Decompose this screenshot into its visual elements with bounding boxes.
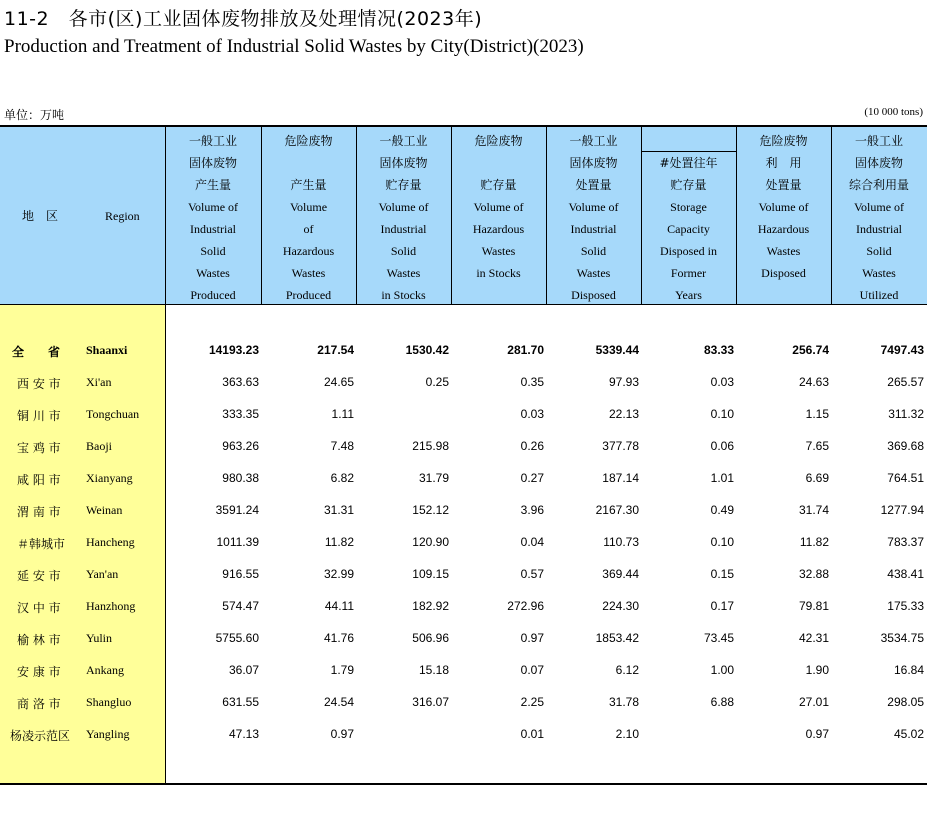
column-header-2-line: of — [303, 222, 314, 236]
table-cell: 217.54 — [317, 343, 354, 357]
table-cell: 0.10 — [710, 535, 734, 549]
region-column-border — [165, 305, 166, 783]
table-cell: 187.14 — [602, 471, 639, 485]
table-cell: 3.96 — [520, 503, 544, 517]
row-region-en: Hancheng — [86, 535, 135, 549]
table-cell: 764.51 — [887, 471, 924, 485]
column-header-2 — [261, 127, 356, 304]
column-header-8-line: Solid — [866, 244, 892, 258]
table-cell: 79.81 — [798, 599, 829, 613]
row-region-en: Hanzhong — [86, 599, 136, 613]
table-cell: 0.25 — [425, 375, 449, 389]
column-header-4-line — [451, 285, 546, 305]
table-cell: 311.32 — [888, 407, 924, 421]
table-cell: 3591.24 — [215, 503, 259, 517]
table-cell: 0.10 — [710, 407, 734, 421]
table-cell: 11.82 — [799, 535, 829, 549]
table-cell: 631.55 — [222, 695, 259, 709]
column-separator — [451, 127, 452, 304]
column-header-1-line: Industrial — [190, 222, 236, 236]
column-header-8 — [831, 127, 927, 304]
row-region-cn: 西 安 市 — [17, 377, 61, 391]
table-cell: 0.49 — [710, 503, 734, 517]
table-cell: 0.97 — [805, 727, 829, 741]
unit-label-en: (10 000 tons) — [864, 106, 923, 118]
column-header-6-line: #处置往年 — [659, 156, 718, 170]
row-region-cn: 安 康 市 — [17, 665, 61, 679]
table-cell: 97.93 — [608, 375, 639, 389]
row-region-cn: 延 安 市 — [17, 569, 61, 583]
row-region-cn: 汉 中 市 — [17, 601, 61, 615]
column-header-1-line: Produced — [190, 288, 236, 302]
table-bottom-rule — [0, 783, 927, 785]
table-cell: 574.47 — [222, 599, 259, 613]
table-cell: 41.76 — [323, 631, 354, 645]
column-header-7-line: Hazardous — [757, 222, 810, 236]
header-bottom-rule — [0, 304, 927, 305]
table-cell: 916.55 — [222, 567, 259, 581]
column-header-5-line: 固体废物 — [569, 156, 618, 170]
table-cell: 175.33 — [887, 599, 924, 613]
table-cell: 1.01 — [710, 471, 734, 485]
table-cell: 45.02 — [893, 727, 924, 741]
region-header-en: Region — [105, 209, 140, 223]
column-header-4-line: Wastes — [481, 244, 516, 258]
column-header-5-line: 处置量 — [575, 178, 612, 192]
column-header-4-line: 贮存量 — [480, 178, 517, 192]
table-cell: 152.12 — [412, 503, 449, 517]
column-header-1 — [165, 127, 261, 304]
table-cell: 182.92 — [412, 599, 449, 613]
table-cell: 83.33 — [703, 343, 734, 357]
table-cell: 15.18 — [418, 663, 449, 677]
column-header-1-line: 固体废物 — [188, 156, 237, 170]
column-header-7-line: Wastes — [766, 244, 801, 258]
column-header-7-line: 利 用 — [765, 156, 802, 170]
table-cell: 120.90 — [412, 535, 449, 549]
table-cell: 1.79 — [330, 663, 354, 677]
column-header-6-line: Storage — [670, 200, 707, 214]
table-cell: 42.31 — [798, 631, 829, 645]
row-region-cn: 榆 林 市 — [17, 633, 61, 647]
column-header-3-line: Volume of — [378, 200, 429, 214]
table-cell: 6.82 — [330, 471, 354, 485]
column-header-3-line: 固体废物 — [379, 156, 428, 170]
table-cell: 506.96 — [412, 631, 449, 645]
table-cell: 11.82 — [324, 535, 354, 549]
column-header-4-line: Hazardous — [472, 222, 525, 236]
column-header-2-line: 危险废物 — [284, 134, 333, 148]
row-region-en: Shangluo — [86, 695, 132, 709]
row-region-cn: 咸 阳 市 — [17, 473, 61, 487]
table-cell: 438.41 — [887, 567, 924, 581]
row-region-cn: 全 省 — [12, 345, 61, 359]
table-cell: 2167.30 — [595, 503, 639, 517]
column-header-6-line: Former — [670, 266, 707, 280]
table-cell: 24.63 — [798, 375, 829, 389]
table-cell: 32.88 — [798, 567, 829, 581]
column-header-3-line: Solid — [390, 244, 417, 258]
table-cell: 281.70 — [507, 343, 544, 357]
column-header-3-line: 一般工业 — [379, 134, 428, 148]
column-header-8-line: 一般工业 — [854, 134, 903, 148]
column-header-4-line: Volume of — [473, 200, 524, 214]
column-header-7-line: 危险废物 — [759, 134, 808, 148]
table-cell: 0.06 — [710, 439, 734, 453]
table-cell: 7.65 — [805, 439, 829, 453]
row-region-en: Ankang — [86, 663, 124, 677]
table-cell: 369.44 — [602, 567, 639, 581]
table-cell: 363.63 — [222, 375, 259, 389]
column-separator — [165, 127, 166, 304]
table-cell: 0.57 — [520, 567, 544, 581]
row-region-cn: 宝 鸡 市 — [17, 441, 61, 455]
column-header-8-line: Wastes — [862, 266, 896, 280]
row-region-cn: 渭 南 市 — [17, 505, 61, 519]
table-cell: 0.27 — [520, 471, 544, 485]
sub-header-box — [641, 151, 737, 305]
page-title-cn: 11-2 各市(区)工业固体废物排放及处理情况(2023年) — [4, 8, 483, 30]
table-cell: 73.45 — [703, 631, 734, 645]
table-cell: 1853.42 — [595, 631, 639, 645]
column-header-6-line: Disposed in — [660, 244, 717, 258]
row-region-cn: 铜 川 市 — [17, 409, 61, 423]
table-cell: 0.07 — [520, 663, 544, 677]
table-cell: 298.05 — [887, 695, 924, 709]
table-cell: 47.13 — [228, 727, 259, 741]
column-header-7-line: Volume of — [758, 200, 809, 214]
table-cell: 0.97 — [520, 631, 544, 645]
column-header-5 — [546, 127, 641, 304]
column-header-1-line: Wastes — [196, 266, 230, 280]
column-header-5-line: 一般工业 — [569, 134, 618, 148]
column-header-2-line: 产生量 — [290, 178, 327, 192]
table-cell: 22.13 — [608, 407, 639, 421]
table-cell: 0.17 — [710, 599, 734, 613]
table-cell: 1530.42 — [405, 343, 449, 357]
table-cell: 5755.60 — [215, 631, 259, 645]
table-cell: 0.15 — [710, 567, 734, 581]
column-header-8-line: Industrial — [856, 222, 902, 236]
table-cell: 32.99 — [323, 567, 354, 581]
row-region-en: Yulin — [86, 631, 113, 645]
table-cell: 2.10 — [615, 727, 639, 741]
row-region-en: Shaanxi — [86, 343, 128, 357]
table-cell: 0.04 — [520, 535, 544, 549]
column-header-1-line: 一般工业 — [188, 134, 237, 148]
row-region-en: Weinan — [86, 503, 123, 517]
table-cell: 1011.39 — [216, 535, 259, 549]
table-cell: 5339.44 — [595, 343, 639, 357]
table-cell: 0.03 — [520, 407, 544, 421]
table-cell: 16.84 — [893, 663, 924, 677]
table-cell: 6.69 — [805, 471, 829, 485]
column-header-5-line: Industrial — [570, 222, 617, 236]
column-header-3-line: 贮存量 — [385, 178, 422, 192]
table-cell: 0.97 — [330, 727, 354, 741]
column-header-6-line: Capacity — [667, 222, 710, 236]
table-cell: 7497.43 — [880, 343, 924, 357]
table-cell: 6.12 — [615, 663, 639, 677]
table-cell: 31.74 — [798, 503, 829, 517]
column-header-6-line — [641, 131, 736, 151]
table-cell: 7.48 — [330, 439, 354, 453]
column-header-8-line: Utilized — [859, 288, 899, 302]
table-cell: 963.26 — [222, 439, 259, 453]
column-header-7-line — [736, 285, 831, 305]
table-cell: 27.01 — [798, 695, 829, 709]
row-region-cn: 商 洛 市 — [17, 697, 61, 711]
column-header-7-line: Disposed — [761, 266, 806, 280]
table-cell: 980.38 — [222, 471, 259, 485]
table-cell: 36.07 — [228, 663, 259, 677]
unit-label-cn: 单位：万吨 — [4, 108, 65, 122]
table-cell: 272.96 — [507, 599, 544, 613]
column-header-2-line: Hazardous — [282, 244, 335, 258]
row-region-en: Tongchuan — [86, 407, 140, 421]
table-cell: 31.79 — [418, 471, 449, 485]
column-header-6-line: 贮存量 — [670, 178, 707, 192]
row-region-en: Xi'an — [86, 375, 112, 389]
column-header-3-line: in Stocks — [381, 288, 426, 302]
table-cell: 110.73 — [603, 535, 639, 549]
table-cell: 1.00 — [710, 663, 734, 677]
table-cell: 24.65 — [323, 375, 354, 389]
column-header-2-line: Volume — [289, 200, 328, 214]
table-cell: 0.03 — [710, 375, 734, 389]
column-header-5-line: Wastes — [576, 266, 611, 280]
column-separator — [356, 127, 357, 304]
region-header — [0, 127, 165, 304]
table-cell: 3534.75 — [880, 631, 924, 645]
table-cell: 377.78 — [602, 439, 639, 453]
column-header-1-line: Volume of — [187, 200, 239, 214]
table-cell: 265.57 — [887, 375, 924, 389]
table-cell: 31.78 — [608, 695, 639, 709]
table-cell: 369.68 — [887, 439, 924, 453]
table-cell: 224.30 — [602, 599, 639, 613]
row-region-cn: ＃韩城市 — [17, 537, 66, 551]
column-header-4 — [451, 127, 546, 304]
table-cell: 14193.23 — [208, 343, 259, 357]
table-cell: 1.11 — [331, 407, 354, 421]
column-header-7-line: 处置量 — [765, 178, 802, 192]
column-header-4-line — [451, 153, 546, 173]
table-cell: 783.37 — [887, 535, 924, 549]
row-region-en: Baoji — [86, 439, 112, 453]
table-cell: 44.11 — [324, 599, 354, 613]
column-header-4-line: 危险废物 — [474, 134, 523, 148]
column-header-7 — [736, 127, 831, 304]
row-region-cn: 杨凌示范区 — [10, 729, 71, 743]
row-region-en: Yan'an — [86, 567, 119, 581]
column-header-3-line: Industrial — [380, 222, 427, 236]
column-header-8-line: 固体废物 — [854, 156, 903, 170]
table-cell: 1.90 — [805, 663, 829, 677]
column-separator — [546, 127, 547, 304]
table-cell: 0.26 — [520, 439, 544, 453]
column-header-5-line: Disposed — [571, 288, 616, 302]
column-header-6-line: Years — [675, 288, 702, 302]
column-header-4-line: in Stocks — [476, 266, 521, 280]
table-cell: 2.25 — [520, 695, 544, 709]
column-header-3-line: Wastes — [386, 266, 421, 280]
table-cell: 333.35 — [222, 407, 259, 421]
column-header-8-line: Volume of — [853, 200, 905, 214]
table-cell: 256.74 — [792, 343, 829, 357]
table-cell: 31.31 — [323, 503, 354, 517]
column-header-2-line — [261, 153, 356, 173]
column-header-1-line: Solid — [200, 244, 226, 258]
column-header-8-line: 综合利用量 — [848, 178, 909, 192]
table-cell: 215.98 — [412, 439, 449, 453]
page-title-en: Production and Treatment of Industrial Solid Wastes by City(District)(2023) — [4, 36, 584, 57]
table-cell: 1277.94 — [880, 503, 924, 517]
table-cell: 6.88 — [710, 695, 734, 709]
column-header-2-line: Wastes — [291, 266, 326, 280]
column-header-5-line: Volume of — [568, 200, 619, 214]
table-cell: 0.35 — [520, 375, 544, 389]
table-cell: 316.07 — [412, 695, 449, 709]
column-header-1-line: 产生量 — [194, 178, 231, 192]
table-cell: 0.01 — [520, 727, 544, 741]
table-cell: 24.54 — [323, 695, 354, 709]
column-header-3 — [356, 127, 451, 304]
column-header-2-line: Produced — [285, 288, 332, 302]
column-header-5-line: Solid — [580, 244, 607, 258]
table-cell: 1.15 — [805, 407, 829, 421]
column-separator — [831, 127, 832, 304]
column-separator — [261, 127, 262, 304]
row-region-en: Yangling — [86, 727, 130, 741]
table-cell: 109.15 — [412, 567, 449, 581]
region-header-cn: 地 区 — [22, 209, 59, 223]
row-region-en: Xianyang — [86, 471, 133, 485]
